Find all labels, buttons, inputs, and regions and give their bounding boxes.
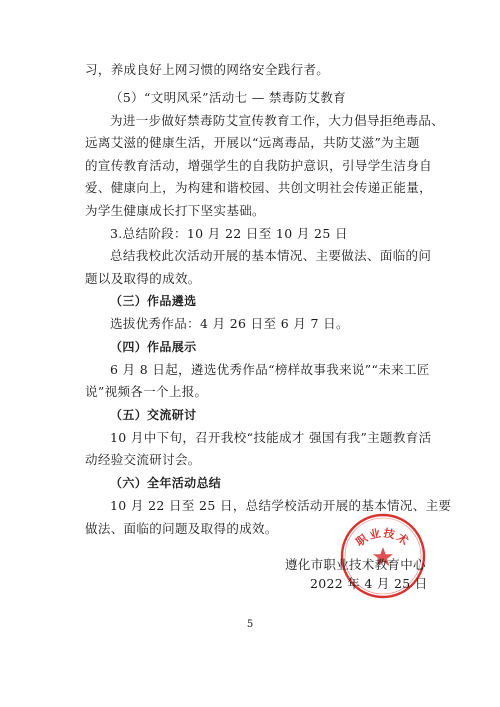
section-heading: 3.总结阶段：10 月 22 日至 10 月 25 日 [110, 226, 348, 241]
paragraph-line: 题以及取得的成效。 [85, 271, 201, 286]
paragraph-line: 总结我校此次活动开展的基本情况、主要做法、面临的问 [110, 248, 432, 263]
paragraph-line: 为进一步做好禁毒防艾宣传教育工作，大力倡导拒绝毒品、 [110, 113, 445, 128]
section-heading: （三）作品遴选 [110, 294, 197, 308]
svg-text:职业技术: 职业技术 [353, 526, 413, 549]
paragraph-line: 爱、健康向上，为构建和谐校园、共创文明社会传递正能量， [85, 180, 432, 195]
signature-date: 2022 年 4 月 25 日 [310, 576, 428, 591]
paragraph-line: 10 月中下旬，召开我校“技能成才 强国有我”主题教育活 [110, 430, 432, 445]
paragraph-line: 做法、面临的问题及取得的成效。 [85, 521, 278, 536]
section-heading: （5）“文明风采”活动七 — 禁毒防艾教育 [110, 90, 347, 105]
signature-organization: 遵化市职业技术教育中心 [285, 557, 426, 572]
paragraph-line: 动经验交流研讨会。 [85, 452, 201, 467]
paragraph-line: 说”视频各一个上报。 [85, 384, 208, 399]
paragraph-line: 为学生健康成长打下坚实基础。 [85, 203, 265, 218]
paragraph-line: 习，养成良好上网习惯的网络安全践行者。 [85, 62, 330, 77]
section-heading: （五）交流研讨 [110, 408, 197, 422]
paragraph-line: 远离艾滋的健康生活，开展以“远离毒品，共防艾滋”为主题 [85, 135, 420, 150]
paragraph-line: 的宣传教育活动，增强学生的自我防护意识，引导学生洁身自 [85, 158, 432, 173]
paragraph-line: 6 月 8 日起，遴选优秀作品“榜样故事我来说”“未来工匠 [110, 362, 430, 377]
paragraph-line: 10 月 22 日至 25 日，总结学校活动开展的基本情况、主要 [110, 498, 452, 513]
section-heading: （四）作品展示 [110, 340, 197, 354]
paragraph-line: 选拔优秀作品：4 月 26 日至 6 月 7 日。 [110, 316, 349, 331]
page-number: 5 [246, 619, 254, 630]
section-heading: （六）全年活动总结 [110, 476, 222, 490]
